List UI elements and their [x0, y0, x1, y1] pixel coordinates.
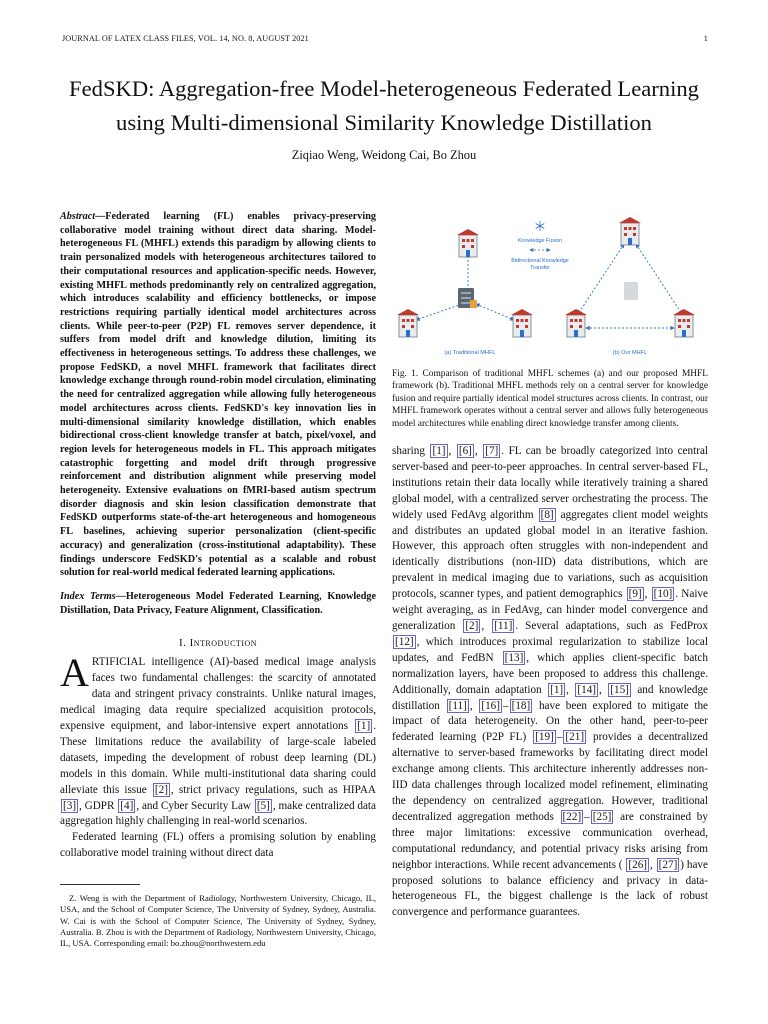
text-run: , [644, 588, 651, 601]
figure-1-diagram [392, 210, 708, 362]
citation-link[interactable]: [1] [357, 720, 371, 733]
text-run: – [584, 810, 590, 823]
text-run: are constrained by three major limitations: excessive communication overhead, computational redundancy, and potential privacy risks arising from neighbor interactions. While recent advancements ( [392, 810, 708, 871]
figure-1 [392, 210, 708, 362]
title-line-2: using Multi-dimensional Similarity Knowledge Distillation [116, 110, 652, 135]
index-terms-lead: Index Terms [60, 590, 116, 602]
citation-link[interactable]: [27] [658, 858, 678, 871]
text-run: have been explored to mitigate the impact of data heterogeneity. On the other hand, peer-to-peer federated learning (P2P FL) [392, 699, 709, 744]
text-run: and knowledge distillation [392, 683, 709, 712]
paper-title [40, 72, 728, 140]
intro-paragraph-1 [60, 650, 376, 830]
text-run: , which introduces proximal regularization to stabilize local updates, and FedBN [392, 635, 708, 664]
introduction-text [60, 650, 376, 862]
text-run: aggregates client model weights and distributes an updated global model in an iterative fashion. However, this approach often struggles with non-independent and identically distributions (non-IID) data distributions, which are prevalent in medical imaging due to variations, such as acquisition protocols, scanner types, and patient demographics [392, 508, 709, 601]
citation-link[interactable]: [15] [610, 683, 629, 696]
abstract-text: —Federated learning (FL) enables privacy-preserving collaborative model training without direct data sharing. Model-heterogeneous FL (MHFL) extends this paradigm by allowing clients to train personalized models with heterogeneous architectures tailored to their computational resources and application-specific needs. However, existing MHFL methods predominantly rely on centralized aggregation, which introduces scalability and efficiency bottlenecks, or impose restrictions requiring partially identical model architectures across clients. While peer-to-peer (P2P) FL removes server dependence, it suffers from model drift and knowledge dilution, limiting its effectiveness in heterogeneous settings. To address these challenges, we propose FedSKD, a novel MHFL framework that facilitates direct knowledge exchange through round-robin model circulation, eliminating the need for centralized aggregation while allowing fully heterogeneous model architectures across clients. FedSKD's key innovation lies in multi-dimensional similarity knowledge distillation, which enables bidirectional cross-client knowledge transfer at batch, pixel/voxel, and region levels for heterogeneous models in FL. This approach mitigates catastrophic forgetting and model drift through progressive reinforcement and distribution alignment while preserving model heterogeneity. Extensive evaluations on fMRI-based autism spectrum disorder diagnosis and skin lesion classification demonstrate that FedSKD outperforms state-of-the-art heterogeneous and homogeneous FL baselines, achieving superior personalization (client-specific accuracy) and generalization (cross-institutional adaptability). These findings underscore FedSKD's potential as a scalable and robust solution for real-world medical federated learning applications. [60, 211, 376, 579]
text-run: , [650, 858, 656, 871]
hospital-icon [397, 309, 419, 337]
figure-legend [511, 221, 569, 271]
citation-link[interactable]: [16] [481, 699, 500, 712]
index-terms [60, 590, 376, 617]
text-run: intelligence (AI)-based medical image analysis faces two fundamental challenges: the scarcity of annotated data and stringent privacy constraints. Unlike natural images, medical imaging data require specialized acquisition protocols, expensive equipment, and labor-intensive expert annotations [60, 656, 376, 733]
author-list: Ziqiao Weng, Weidong Cai, Bo Zhou [291, 148, 477, 162]
citation-link[interactable]: [8] [540, 508, 554, 521]
text-run: . These limitations reduce the availability of large-scale labeled datasets, impeding the development of robust deep learning (DL) models in this domain. While multi-institutional data sharing could alleviate this issue [60, 720, 376, 796]
hospital-icon [565, 309, 587, 337]
text-run: , which applies client-specific batch normalization layers, have been proposed to address this challenge. Additionally, domain adaptation [392, 651, 708, 696]
text-run: , [474, 445, 483, 458]
text-run: sharing [392, 445, 430, 458]
citation-link[interactable]: [7] [485, 445, 499, 458]
citation-link[interactable]: [13] [504, 651, 524, 664]
figure-1-caption: Fig. 1. Comparison of traditional MHFL schemes (a) and our proposed MHFL framework (b). Traditional MHFL methods rely on a central server for knowledge fusion and require partially identical model structures across clients. In contrast, our MHFL framework operates without a central server and allows fully heterogeneous model architectures while enabling direct knowledge transfer among clients. [392, 369, 708, 429]
section-heading-introduction: I. Introduction [178, 637, 258, 650]
label-our-mhfl: (b) Our MHFL [612, 350, 648, 356]
intro-lead-caps: RTIFICIAL [91, 656, 146, 669]
hospital-icon [457, 229, 479, 257]
title-line-1: FedSKD: Aggregation-free Model-heterogeneous Federated Learning [69, 76, 699, 101]
citation-link[interactable]: [25] [592, 810, 612, 823]
citation-link[interactable]: [6] [458, 445, 472, 458]
snowflake-icon [536, 221, 545, 231]
text-run: , [469, 699, 479, 712]
running-head [62, 34, 708, 43]
text-run: , [599, 683, 608, 696]
citation-link[interactable]: [5] [256, 799, 270, 812]
faded-server-icon [624, 282, 638, 300]
text-run: – [503, 699, 509, 712]
citation-link[interactable]: [2] [465, 620, 479, 632]
server-icon [458, 288, 477, 308]
right-paragraph [392, 444, 708, 921]
citation-link[interactable]: [11] [448, 699, 467, 712]
text-run: , strict privacy regulations, such as HIPAA [170, 783, 376, 796]
citation-link[interactable]: [19] [535, 731, 554, 744]
left-column [60, 210, 376, 862]
citation-link[interactable]: [14] [577, 683, 597, 696]
citation-link[interactable]: [11] [494, 620, 513, 632]
journal-name: JOURNAL OF LATEX CLASS FILES, VOL. 14, NO. 8, AUGUST 2021 [62, 34, 309, 43]
citation-link[interactable]: [2] [154, 783, 168, 796]
text-run: . FL can be broadly categorized into central server-based and peer-to-peer approaches. In central server-based FL, institutions retain their data locally while iteratively training a shared global model, with a centralized server orchestrating the process. The widely used FedAvg algorithm [392, 445, 709, 521]
footnote-rule [60, 884, 140, 885]
citation-link[interactable]: [3] [63, 799, 77, 812]
legend-transfer-line-2: Transfer [530, 265, 550, 271]
text-run: , make centralized data aggregation highly challenging in real-world scenarios. [60, 799, 376, 828]
right-column [392, 210, 708, 921]
text-run: ) have proposed solutions to balance efficiency and privacy in data-heterogeneous FL, the biggest challenge is the lack of robust convergence and performance guarantees. [392, 858, 708, 919]
index-terms-text: —Heterogeneous Model Federated Learning, Knowledge Distillation, Data Privacy, Feature Alignment, Classification. [60, 590, 376, 616]
text-run: . Naive weight averaging, as in FedAvg, can hinder model convergence and generalization [392, 588, 708, 632]
hospital-icon [673, 309, 695, 337]
text-run: provides a decentralized alternative to server-based frameworks by facilitating direct model exchange among clients. This architecture inherently addresses non-IID data challenges through localized model refinement, eliminating the dependency on centralized aggregation. However, traditional decentralized aggregation methods [392, 731, 708, 823]
hospital-icon [619, 217, 641, 245]
our-mhfl-scheme [565, 217, 695, 356]
text-run: , [481, 620, 492, 632]
legend-transfer-line-1: Bidirectional Knowledge [511, 258, 569, 264]
right-body-text [392, 444, 708, 921]
citation-link[interactable]: [26] [628, 858, 648, 871]
text-run: . Several adaptations, such as FedProx [515, 620, 708, 632]
citation-link[interactable]: [18] [511, 699, 531, 712]
citation-link[interactable]: [22] [562, 810, 582, 823]
hospital-icon [511, 309, 533, 337]
author-affiliation-footnote: Z. Weng is with the Department of Radiology, Northwestern University, Chicago, IL, USA, and the School of Computer Science, The University of Sydney, Sydney, Australia. W. Cai is with the School of Computer Science, The University of Sydney, Sydney, Australia. B. Zhou is with the Department of Radiology, Northwestern University, Chicago, IL, USA. Corresponding email: bo.zhou@northwestern.edu [60, 893, 376, 949]
drop-cap: A [60, 650, 89, 696]
citation-link[interactable]: [21] [565, 731, 585, 744]
citation-link[interactable]: [1] [432, 445, 446, 458]
legend-knowledge-fusion: Knowledge Fusion [517, 238, 563, 244]
text-run: , and Cyber Security Law [136, 799, 254, 812]
traditional-mhfl-scheme [397, 229, 533, 356]
text-run: , [566, 683, 575, 696]
citation-link[interactable]: [1] [550, 683, 564, 696]
text-run: – [556, 731, 563, 744]
intro-paragraph-2: Federated learning (FL) offers a promising solution by enabling collaborative model training without direct data [60, 831, 376, 860]
text-run: , GDPR [79, 799, 118, 812]
label-traditional-mhfl: (a) Traditional MHFL [444, 350, 496, 356]
citation-link[interactable]: [10] [653, 588, 673, 601]
citation-link[interactable]: [4] [120, 799, 134, 812]
text-run: , [448, 445, 456, 458]
citation-link[interactable]: [12] [395, 635, 414, 648]
abstract-lead: Abstract [60, 211, 96, 222]
citation-link[interactable]: [9] [628, 588, 642, 601]
abstract [60, 210, 376, 580]
page-number: 1 [703, 34, 708, 43]
